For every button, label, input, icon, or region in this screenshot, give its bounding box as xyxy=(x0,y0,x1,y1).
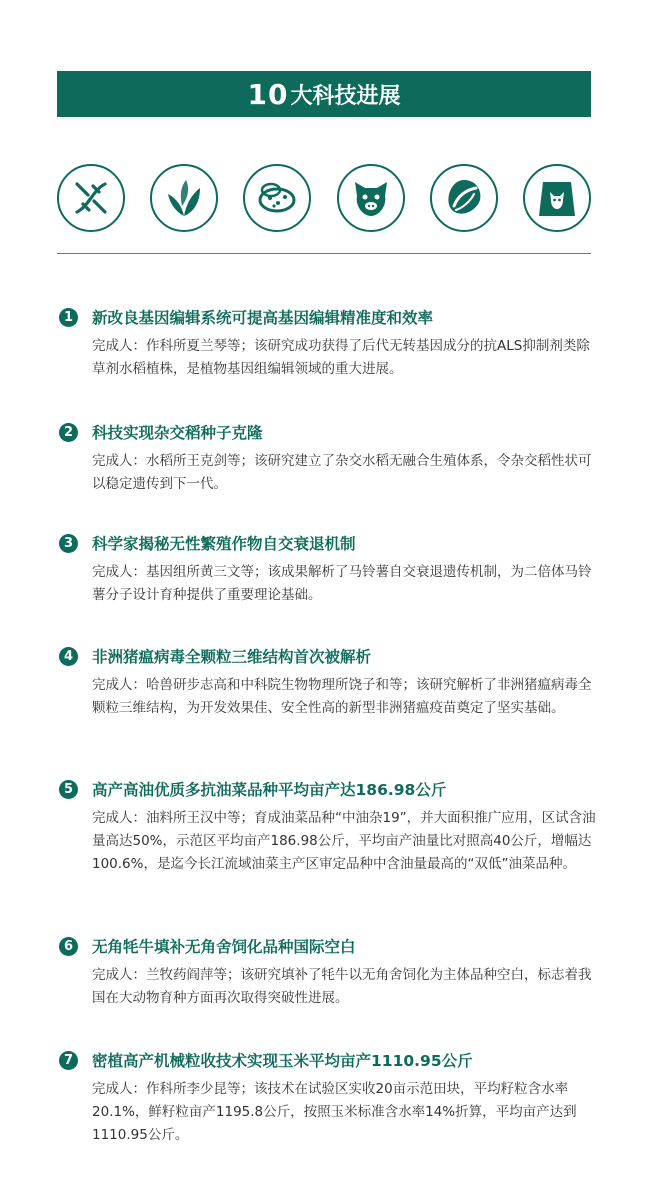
list-item xyxy=(57,1048,597,1147)
leaf-icon xyxy=(150,164,218,232)
item-number-badge: 1 xyxy=(59,308,78,327)
item-title: 科学家揭秘无性繁殖作物自交衰退机制 xyxy=(92,535,356,553)
item-title: 科技实现杂交稻种子克隆 xyxy=(92,424,263,442)
header-banner xyxy=(57,71,591,117)
item-body: 完成人：哈兽研步志高和中科院生物物理所饶子和等；该研究解析了非洲猪瘟病毒全颗粒三维结构，为开发效果佳、安全性高的新型非洲猪瘟疫苗奠定了坚实基础。 xyxy=(92,677,592,716)
list-item xyxy=(57,305,597,381)
dna-icon xyxy=(57,164,125,232)
item-number-badge: 5 xyxy=(59,780,78,799)
item-title: 非洲猪瘟病毒全颗粒三维结构首次被解析 xyxy=(92,648,372,666)
item-title: 高产高油优质多抗油菜品种平均亩产达186.98公斤 xyxy=(92,781,447,799)
item-body: 完成人：油料所王汉中等；育成油菜品种“中油杂19”，并大面积推广应用，区试含油量高达50%，示范区平均亩产186.98公斤，平均亩产油量比对照高40公斤，增幅达100.6%，是迄今长江流域油菜主产区审定品种中含油量最高的“双低”油菜品种。 xyxy=(92,810,596,872)
icon-row xyxy=(57,164,591,236)
list-item xyxy=(57,644,597,720)
list-item xyxy=(57,531,597,607)
list-item xyxy=(57,934,597,1010)
item-number-badge: 3 xyxy=(59,534,78,553)
seed-icon xyxy=(430,164,498,232)
cow-icon xyxy=(523,164,591,232)
divider xyxy=(57,253,591,254)
item-title: 无角牦牛填补无角舍饲化品种国际空白 xyxy=(92,938,356,956)
pig-icon xyxy=(337,164,405,232)
item-title: 新改良基因编辑系统可提高基因编辑精准度和效率 xyxy=(92,309,434,327)
item-body: 完成人：作科所李少昆等；该技术在试验区实收20亩示范田块，平均籽粒含水率20.1%，鲜籽粒亩产1195.8公斤，按照玉米标准含水率14%折算，平均亩产达到1110.95公斤。 xyxy=(92,1081,577,1143)
header-number: 10 xyxy=(247,77,289,111)
item-title: 密植高产机械粒收技术实现玉米平均亩产1110.95公斤 xyxy=(92,1052,473,1070)
item-number-badge: 7 xyxy=(59,1051,78,1070)
item-body: 完成人：基因组所黄三文等；该成果解析了马铃薯自交衰退遗传机制，为二倍体马铃薯分子设计育种提供了重要理论基础。 xyxy=(92,564,592,603)
potato-icon xyxy=(243,164,311,232)
item-body: 完成人：水稻所王克剑等；该研究建立了杂交水稻无融合生殖体系，令杂交稻性状可以稳定遗传到下一代。 xyxy=(92,453,592,492)
item-number-badge: 2 xyxy=(59,423,78,442)
item-body: 完成人：作科所夏兰琴等；该研究成功获得了后代无转基因成分的抗ALS抑制剂类除草剂水稻植株，是植物基因组编辑领域的重大进展。 xyxy=(92,338,590,377)
list-item xyxy=(57,777,597,876)
item-number-badge: 4 xyxy=(59,647,78,666)
item-number-badge: 6 xyxy=(59,937,78,956)
item-body: 完成人：兰牧药阎萍等；该研究填补了牦牛以无角舍饲化为主体品种空白，标志着我国在大动物育种方面再次取得突破性进展。 xyxy=(92,967,592,1006)
list-item xyxy=(57,420,597,496)
header-title: 大科技进展 xyxy=(290,83,401,109)
